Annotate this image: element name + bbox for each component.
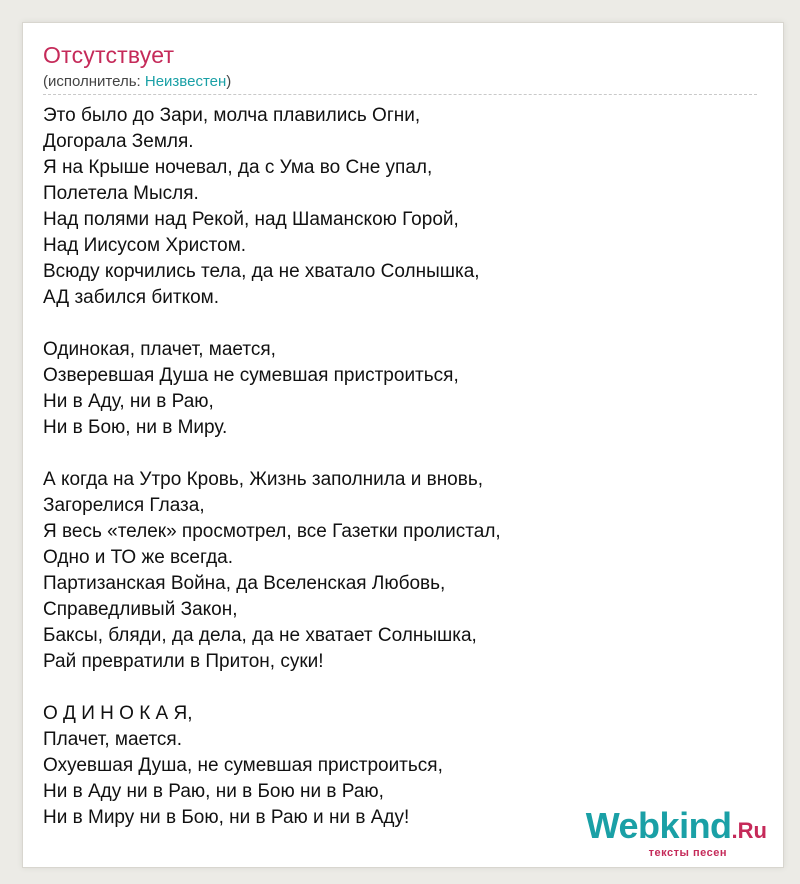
lyric-line: Загорелися Глаза, [43, 495, 205, 516]
stanza [43, 337, 501, 441]
logo-tagline: тексты песен [648, 847, 727, 859]
stanza [43, 467, 501, 675]
lyric-line: Над Иисусом Христом. [43, 235, 247, 256]
artist-suffix: ) [226, 73, 232, 90]
lyric-line: Рай превратили в Притон, суки! [43, 651, 324, 672]
lyric-line: Полетела Мысля. [43, 183, 199, 204]
lyric-line: А когда на Утро Кровь, Жизнь заполнила и вновь, [43, 469, 484, 490]
lyric-line: Ни в Миру ни в Бою, ни в Раю и ни в Аду! [43, 807, 410, 828]
lyric-line: Плачет, мается. [43, 729, 183, 750]
lyrics-card [22, 22, 784, 868]
lyric-line: О Д И Н О К А Я, [43, 703, 193, 724]
lyric-line: Озверевшая Душа не сумевшая пристроиться, [43, 365, 459, 386]
logo-wordmark [585, 805, 767, 849]
lyric-line: Ни в Аду, ни в Раю, [43, 391, 214, 412]
lyric-line: Одно и ТО же всегда. [43, 547, 233, 568]
lyric-line: Справедливый Закон, [43, 599, 238, 620]
lyric-line: Баксы, бляди, да дела, да не хватает Солнышка, [43, 625, 477, 646]
lyric-line: Я на Крыше ночевал, да с Ума во Сне упал, [43, 157, 433, 178]
site-logo[interactable] [585, 805, 767, 859]
lyric-line: Охуевшая Душа, не сумевшая пристроиться, [43, 755, 443, 776]
stanza [43, 103, 501, 311]
artist-prefix: (исполнитель: [43, 73, 145, 90]
lyric-line: Догорала Земля. [43, 131, 194, 152]
lyric-line: Одинокая, плачет, мается, [43, 339, 276, 360]
lyric-line: Над полями над Рекой, над Шаманскою Горой, [43, 209, 459, 230]
lyric-line: Всюду корчились тела, да не хватало Солнышка, [43, 261, 480, 282]
lyric-line: АД забился битком. [43, 287, 220, 308]
divider [43, 94, 757, 95]
stanza [43, 701, 501, 831]
lyric-line: Ни в Бою, ни в Миру. [43, 417, 228, 438]
song-title: Отсутствует [43, 42, 175, 68]
lyric-line: Это было до Зари, молча плавились Огни, [43, 105, 421, 126]
lyric-line: Партизанская Война, да Вселенская Любовь, [43, 573, 446, 594]
lyrics-body [43, 103, 501, 857]
lyric-line: Ни в Аду ни в Раю, ни в Бою ни в Раю, [43, 781, 384, 802]
lyric-line: Я весь «телек» просмотрел, все Газетки пролистал, [43, 521, 501, 542]
artist-link[interactable]: Неизвестен [144, 73, 227, 90]
logo-brand: Webkind [585, 805, 732, 846]
artist-line [43, 73, 231, 90]
logo-tld: .Ru [731, 818, 767, 843]
